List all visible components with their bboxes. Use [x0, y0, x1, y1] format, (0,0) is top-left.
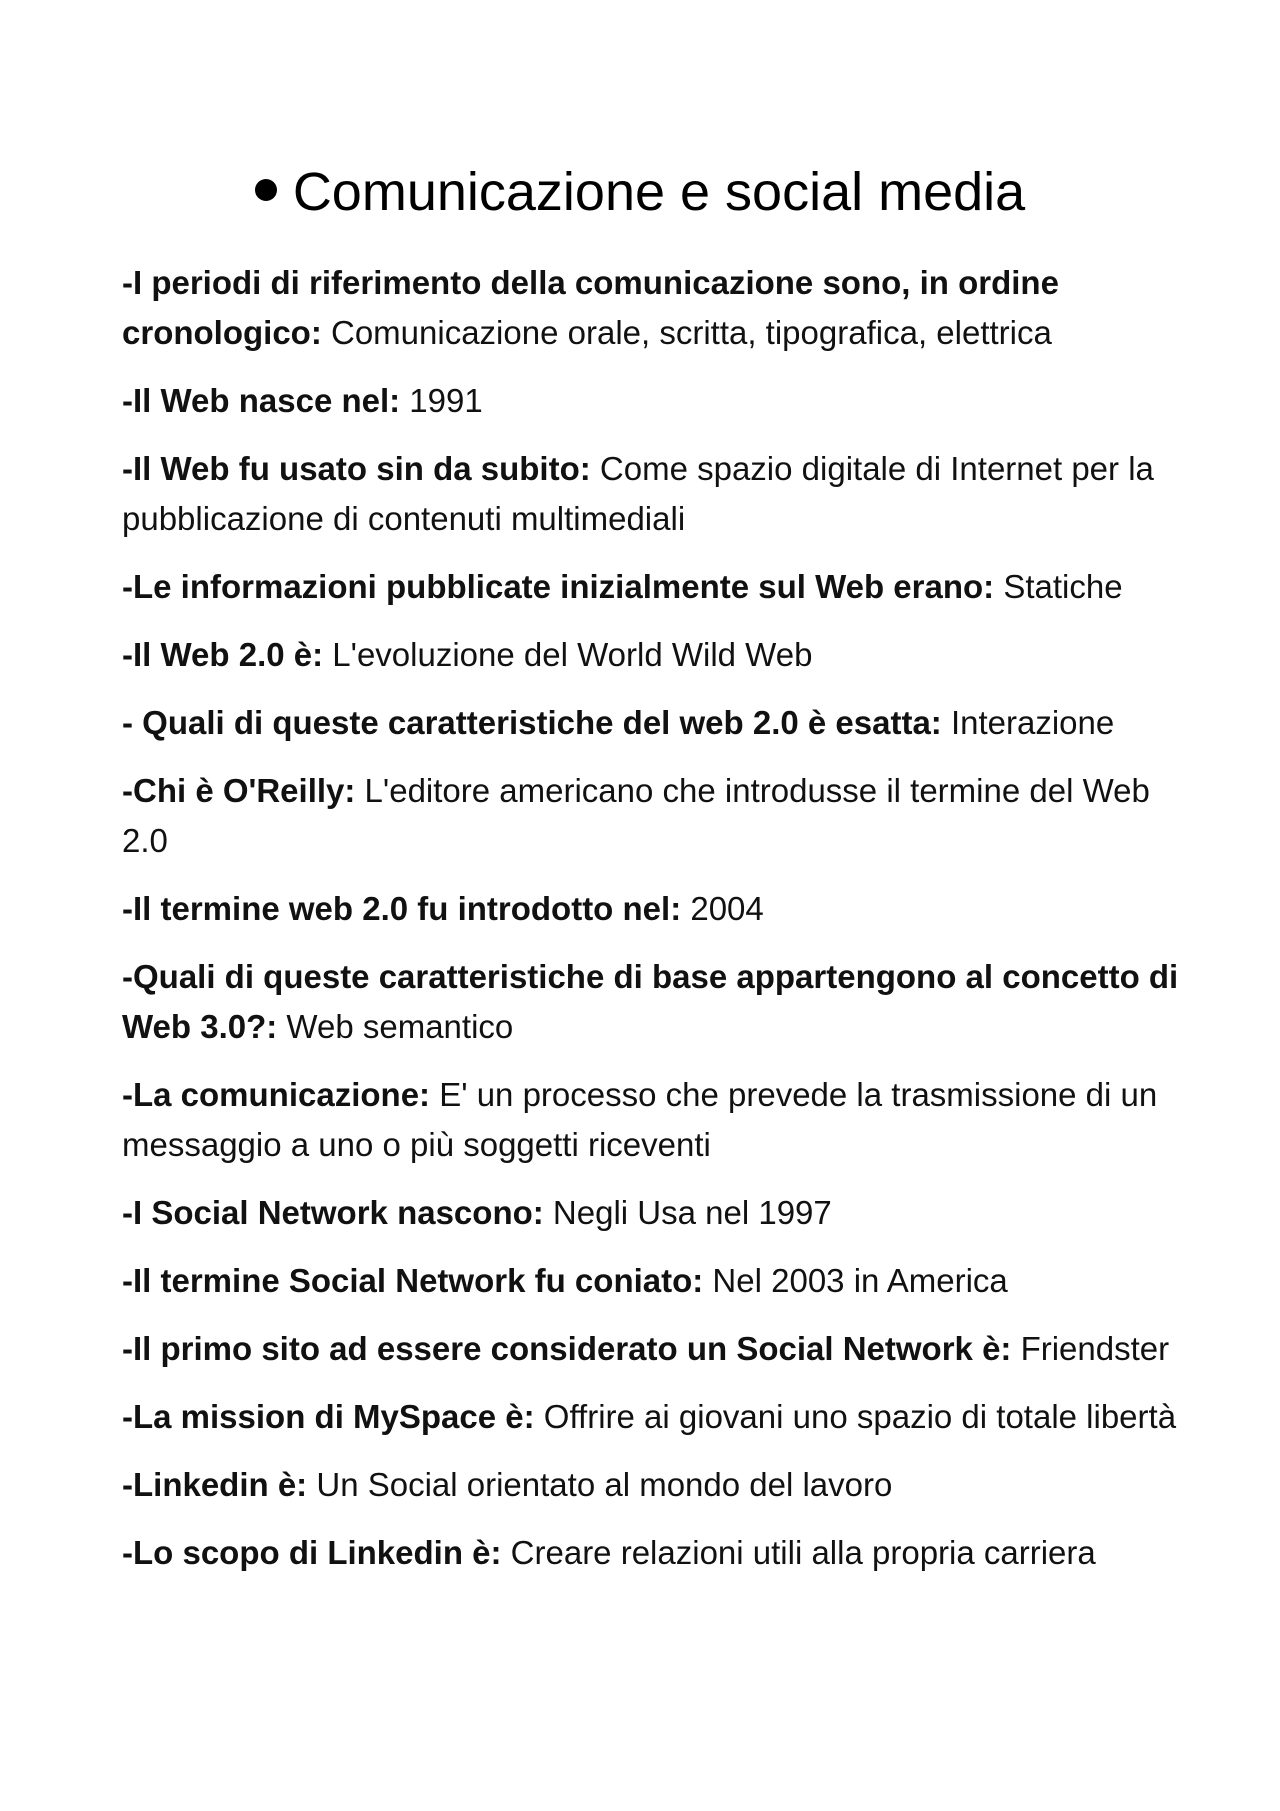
- qa-item: [122, 376, 1182, 426]
- answer-text: Un Social orientato al mondo del lavoro: [307, 1466, 893, 1503]
- bullet-icon: [255, 179, 277, 201]
- answer-text: 1991: [400, 382, 483, 419]
- question-text: -Chi è O'Reilly:: [122, 772, 356, 809]
- qa-item: [122, 562, 1182, 612]
- question-text: -La comunicazione:: [122, 1076, 431, 1113]
- qa-item: [122, 698, 1182, 748]
- question-text: - Quali di queste caratteristiche del web 2.0 è esatta:: [122, 704, 942, 741]
- answer-text: Friendster: [1011, 1330, 1170, 1367]
- page-title-text: Comunicazione e social media: [292, 162, 1026, 222]
- answer-text: L'evoluzione del World Wild Web: [323, 636, 813, 673]
- question-text: -La mission di MySpace è:: [122, 1398, 535, 1435]
- question-text: -Il Web fu usato sin da subito:: [122, 450, 591, 487]
- qa-item: [122, 1528, 1182, 1578]
- question-text: -Linkedin è:: [122, 1466, 308, 1503]
- qa-item: [122, 258, 1182, 358]
- qa-item: [122, 1392, 1182, 1442]
- qa-item: [122, 444, 1182, 544]
- qa-item: [122, 1188, 1182, 1238]
- question-text: -Il Web 2.0 è:: [122, 636, 324, 673]
- qa-item: [122, 630, 1182, 680]
- answer-text: Negli Usa nel 1997: [543, 1194, 832, 1231]
- qa-item: [122, 1324, 1182, 1374]
- answer-text: L'editore americano che introdusse il termine del Web 2.0: [122, 772, 1150, 859]
- answer-text: Nel 2003 in America: [703, 1262, 1008, 1299]
- answer-text: Offrire ai giovani uno spazio di totale libertà: [534, 1398, 1177, 1435]
- question-text: -I periodi di riferimento della comunicazione sono, in ordine cronologico:: [122, 264, 1059, 351]
- question-text: -Il termine Social Network fu coniato:: [122, 1262, 704, 1299]
- answer-text: Comunicazione orale, scritta, tipografica, elettrica: [321, 314, 1052, 351]
- qa-item: [122, 1256, 1182, 1306]
- question-text: -I Social Network nascono:: [122, 1194, 544, 1231]
- answer-text: Statiche: [994, 568, 1123, 605]
- question-text: -Lo scopo di Linkedin è:: [122, 1534, 502, 1571]
- answer-text: Web semantico: [277, 1008, 514, 1045]
- answer-text: 2004: [681, 890, 764, 927]
- qa-item: [122, 884, 1182, 934]
- qa-item: [122, 1070, 1182, 1170]
- answer-text: Creare relazioni utili alla propria carriera: [501, 1534, 1096, 1571]
- question-text: -Le informazioni pubblicate inizialmente sul Web erano:: [122, 568, 995, 605]
- qa-item: [122, 766, 1182, 866]
- answer-text: E' un processo che prevede la trasmissione di un messaggio a uno o più soggetti riceventi: [122, 1076, 1158, 1163]
- question-text: -Quali di queste caratteristiche di base appartengono al concetto di Web 3.0?:: [122, 958, 1179, 1045]
- answer-text: Interazione: [941, 704, 1115, 741]
- qa-item: [122, 952, 1182, 1052]
- question-text: -Il primo sito ad essere considerato un Social Network è:: [122, 1330, 1012, 1367]
- question-text: -Il termine web 2.0 fu introdotto nel:: [122, 890, 682, 927]
- page-title: [0, 160, 1280, 224]
- question-text: -Il Web nasce nel:: [122, 382, 401, 419]
- qa-item: [122, 1460, 1182, 1510]
- qa-list: [122, 258, 1182, 1596]
- answer-text: Come spazio digitale di Internet per la pubblicazione di contenuti multimediali: [122, 450, 1154, 537]
